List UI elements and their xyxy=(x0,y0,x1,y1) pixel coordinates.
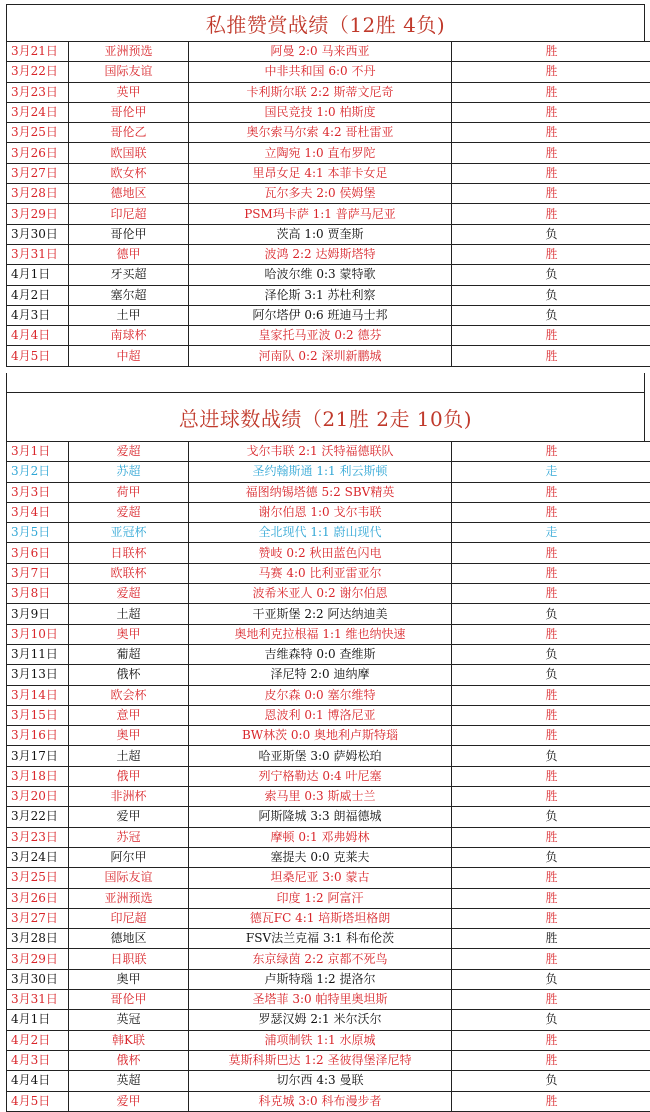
league-cell: 奥甲 xyxy=(69,969,189,989)
table-row xyxy=(7,543,650,563)
result-cell: 胜 xyxy=(452,868,650,888)
result-cell: 胜 xyxy=(452,685,650,705)
table-row xyxy=(7,123,650,143)
date-cell: 4月4日 xyxy=(7,1071,69,1091)
date-cell: 3月30日 xyxy=(7,224,69,244)
result-cell: 胜 xyxy=(452,949,650,969)
date-cell: 3月31日 xyxy=(7,990,69,1010)
match-cell: 赞岐 0:2 秋田蓝色闪电 xyxy=(189,543,452,563)
result-cell: 胜 xyxy=(452,204,650,224)
match-cell: 恩波利 0:1 博洛尼亚 xyxy=(189,705,452,725)
match-cell: 东京绿茵 2:2 京都不死鸟 xyxy=(189,949,452,969)
match-cell: 奥尔索马尔索 4:2 哥杜雷亚 xyxy=(189,123,452,143)
result-cell: 负 xyxy=(452,1071,650,1091)
match-cell: 茨高 1:0 贾奎斯 xyxy=(189,224,452,244)
match-cell: 索马里 0:3 斯威士兰 xyxy=(189,787,452,807)
result-cell: 胜 xyxy=(452,326,650,346)
result-cell: 负 xyxy=(452,746,650,766)
table-row xyxy=(7,305,650,325)
section-private-picks xyxy=(6,4,645,367)
result-cell: 胜 xyxy=(452,143,650,163)
league-cell: 欧会杯 xyxy=(69,685,189,705)
date-cell: 3月14日 xyxy=(7,685,69,705)
match-cell: 福图纳锡塔德 5:2 SBV精英 xyxy=(189,482,452,502)
date-cell: 3月20日 xyxy=(7,787,69,807)
table-row xyxy=(7,990,650,1010)
match-cell: 马赛 4:0 比利亚雷亚尔 xyxy=(189,563,452,583)
match-cell: 全北现代 1:1 蔚山现代 xyxy=(189,523,452,543)
match-cell: 干亚斯堡 2:2 阿达纳迪美 xyxy=(189,604,452,624)
date-cell: 3月13日 xyxy=(7,665,69,685)
match-cell: 列宁格勒达 0:4 叶尼塞 xyxy=(189,766,452,786)
league-cell: 亚洲预选 xyxy=(69,42,189,62)
date-cell: 3月5日 xyxy=(7,523,69,543)
result-cell: 走 xyxy=(452,462,650,482)
table-row xyxy=(7,244,650,264)
table-row xyxy=(7,82,650,102)
match-cell: 戈尔韦联 2:1 沃特福德联队 xyxy=(189,442,452,462)
match-cell: 吉维森特 0:0 查维斯 xyxy=(189,644,452,664)
league-cell: 国际友谊 xyxy=(69,868,189,888)
league-cell: 非洲杯 xyxy=(69,787,189,807)
table-row xyxy=(7,705,650,725)
date-cell: 4月2日 xyxy=(7,1030,69,1050)
league-cell: 爱超 xyxy=(69,584,189,604)
result-cell: 胜 xyxy=(452,123,650,143)
date-cell: 4月5日 xyxy=(7,346,69,366)
result-cell: 胜 xyxy=(452,42,650,62)
section-total-goals xyxy=(6,392,645,1112)
table-row xyxy=(7,1010,650,1030)
league-cell: 德甲 xyxy=(69,244,189,264)
table-row xyxy=(7,102,650,122)
result-cell: 胜 xyxy=(452,766,650,786)
league-cell: 阿尔甲 xyxy=(69,847,189,867)
result-cell: 负 xyxy=(452,224,650,244)
league-cell: 土超 xyxy=(69,604,189,624)
match-cell: 坦桑尼亚 3:0 蒙古 xyxy=(189,868,452,888)
league-cell: 俄甲 xyxy=(69,766,189,786)
table-row xyxy=(7,1091,650,1111)
date-cell: 3月15日 xyxy=(7,705,69,725)
date-cell: 3月25日 xyxy=(7,868,69,888)
table-row xyxy=(7,563,650,583)
table-row xyxy=(7,726,650,746)
league-cell: 爱甲 xyxy=(69,807,189,827)
date-cell: 3月10日 xyxy=(7,624,69,644)
result-cell: 负 xyxy=(452,665,650,685)
match-cell: 泽伦斯 3:1 苏杜利察 xyxy=(189,285,452,305)
result-cell: 胜 xyxy=(452,502,650,522)
date-cell: 3月29日 xyxy=(7,949,69,969)
table-row xyxy=(7,326,650,346)
table-row xyxy=(7,346,650,366)
league-cell: 哥伦乙 xyxy=(69,123,189,143)
date-cell: 3月29日 xyxy=(7,204,69,224)
league-cell: 英冠 xyxy=(69,1010,189,1030)
date-cell: 3月16日 xyxy=(7,726,69,746)
table-row xyxy=(7,868,650,888)
table-row xyxy=(7,827,650,847)
league-cell: 韩K联 xyxy=(69,1030,189,1050)
date-cell: 3月21日 xyxy=(7,42,69,62)
match-cell: 卢斯特瑙 1:2 提洛尔 xyxy=(189,969,452,989)
table-row xyxy=(7,502,650,522)
match-cell: 莫斯科斯巴达 1:2 圣彼得堡泽尼特 xyxy=(189,1050,452,1070)
result-cell: 负 xyxy=(452,847,650,867)
result-cell: 胜 xyxy=(452,584,650,604)
league-cell: 苏冠 xyxy=(69,827,189,847)
table-row xyxy=(7,62,650,82)
table-row xyxy=(7,787,650,807)
table-row xyxy=(7,462,650,482)
league-cell: 爱超 xyxy=(69,442,189,462)
match-cell: 波希米亚人 0:2 谢尔伯恩 xyxy=(189,584,452,604)
match-cell: 奥地利克拉根福 1:1 维也纳快速 xyxy=(189,624,452,644)
date-cell: 3月17日 xyxy=(7,746,69,766)
league-cell: 俄杯 xyxy=(69,665,189,685)
league-cell: 英甲 xyxy=(69,82,189,102)
match-cell: 罗瑟汉姆 2:1 米尔沃尔 xyxy=(189,1010,452,1030)
match-cell: 国民竞技 1:0 柏斯度 xyxy=(189,102,452,122)
date-cell: 4月2日 xyxy=(7,285,69,305)
league-cell: 亚冠杯 xyxy=(69,523,189,543)
result-cell: 胜 xyxy=(452,346,650,366)
result-cell: 胜 xyxy=(452,82,650,102)
section-title: 私推赞赏战绩（12胜 4负) xyxy=(6,4,645,41)
match-cell: 皮尔森 0:0 塞尔维特 xyxy=(189,685,452,705)
league-cell: 哥伦甲 xyxy=(69,102,189,122)
result-cell: 负 xyxy=(452,644,650,664)
league-cell: 俄杯 xyxy=(69,1050,189,1070)
match-cell: 阿斯隆城 3:3 朗福德城 xyxy=(189,807,452,827)
result-cell: 胜 xyxy=(452,1091,650,1111)
table-row xyxy=(7,969,650,989)
date-cell: 4月3日 xyxy=(7,1050,69,1070)
table-row xyxy=(7,163,650,183)
results-table xyxy=(6,41,650,367)
date-cell: 3月28日 xyxy=(7,929,69,949)
table-row xyxy=(7,224,650,244)
date-cell: 4月1日 xyxy=(7,1010,69,1030)
match-cell: 哈亚斯堡 3:0 萨姆松珀 xyxy=(189,746,452,766)
date-cell: 3月8日 xyxy=(7,584,69,604)
match-cell: 圣约翰斯通 1:1 利云斯顿 xyxy=(189,462,452,482)
table-row xyxy=(7,523,650,543)
match-cell: 河南队 0:2 深圳新鹏城 xyxy=(189,346,452,366)
table-row xyxy=(7,584,650,604)
date-cell: 4月1日 xyxy=(7,265,69,285)
date-cell: 3月4日 xyxy=(7,502,69,522)
result-cell: 胜 xyxy=(452,163,650,183)
result-cell: 走 xyxy=(452,523,650,543)
league-cell: 牙买超 xyxy=(69,265,189,285)
match-cell: 浦项制铁 1:1 水原城 xyxy=(189,1030,452,1050)
result-cell: 胜 xyxy=(452,1030,650,1050)
league-cell: 哥伦甲 xyxy=(69,990,189,1010)
match-cell: 谢尔伯恩 1:0 戈尔韦联 xyxy=(189,502,452,522)
date-cell: 3月1日 xyxy=(7,442,69,462)
match-cell: 波鸿 2:2 达姆斯塔特 xyxy=(189,244,452,264)
table-row xyxy=(7,929,650,949)
date-cell: 4月5日 xyxy=(7,1091,69,1111)
table-row xyxy=(7,1050,650,1070)
date-cell: 3月2日 xyxy=(7,462,69,482)
league-cell: 苏超 xyxy=(69,462,189,482)
match-cell: PSM玛卡萨 1:1 普萨马尼亚 xyxy=(189,204,452,224)
date-cell: 3月7日 xyxy=(7,563,69,583)
result-cell: 负 xyxy=(452,285,650,305)
date-cell: 4月3日 xyxy=(7,305,69,325)
match-cell: 切尔西 4:3 曼联 xyxy=(189,1071,452,1091)
table-row xyxy=(7,143,650,163)
date-cell: 3月31日 xyxy=(7,244,69,264)
table-row xyxy=(7,888,650,908)
league-cell: 欧女杯 xyxy=(69,163,189,183)
result-cell: 胜 xyxy=(452,908,650,928)
table-row xyxy=(7,204,650,224)
result-cell: 胜 xyxy=(452,888,650,908)
result-cell: 胜 xyxy=(452,442,650,462)
result-cell: 胜 xyxy=(452,184,650,204)
league-cell: 印尼超 xyxy=(69,204,189,224)
result-cell: 胜 xyxy=(452,705,650,725)
results-table xyxy=(6,441,650,1112)
date-cell: 3月23日 xyxy=(7,82,69,102)
match-cell: 科克城 3:0 科布漫步者 xyxy=(189,1091,452,1111)
date-cell: 3月9日 xyxy=(7,604,69,624)
date-cell: 3月26日 xyxy=(7,888,69,908)
match-cell: 里昂女足 4:1 本菲卡女足 xyxy=(189,163,452,183)
league-cell: 奥甲 xyxy=(69,726,189,746)
table-row xyxy=(7,285,650,305)
result-cell: 胜 xyxy=(452,482,650,502)
result-cell: 负 xyxy=(452,807,650,827)
table-row xyxy=(7,665,650,685)
league-cell: 中超 xyxy=(69,346,189,366)
league-cell: 爱超 xyxy=(69,502,189,522)
result-cell: 胜 xyxy=(452,244,650,264)
match-cell: 德瓦FC 4:1 培斯塔坦格朗 xyxy=(189,908,452,928)
table-row xyxy=(7,746,650,766)
match-cell: 阿曼 2:0 马来西亚 xyxy=(189,42,452,62)
match-cell: 塞提夫 0:0 克莱夫 xyxy=(189,847,452,867)
league-cell: 南球杯 xyxy=(69,326,189,346)
match-cell: BW林茨 0:0 奥地利卢斯特瑙 xyxy=(189,726,452,746)
match-cell: 泽尼特 2:0 迪纳摩 xyxy=(189,665,452,685)
result-cell: 胜 xyxy=(452,787,650,807)
section-title: 总进球数战绩（21胜 2走 10负) xyxy=(6,392,645,441)
table-row xyxy=(7,604,650,624)
league-cell: 印尼超 xyxy=(69,908,189,928)
result-cell: 胜 xyxy=(452,1050,650,1070)
date-cell: 3月27日 xyxy=(7,908,69,928)
match-cell: 圣塔菲 3:0 帕特里奥坦斯 xyxy=(189,990,452,1010)
table-row xyxy=(7,1030,650,1050)
date-cell: 3月28日 xyxy=(7,184,69,204)
league-cell: 英超 xyxy=(69,1071,189,1091)
league-cell: 欧联杯 xyxy=(69,563,189,583)
result-cell: 胜 xyxy=(452,929,650,949)
table-row xyxy=(7,1071,650,1091)
table-row xyxy=(7,442,650,462)
match-cell: FSV法兰克福 3:1 科布伦茨 xyxy=(189,929,452,949)
table-row xyxy=(7,847,650,867)
table-row xyxy=(7,624,650,644)
result-cell: 负 xyxy=(452,604,650,624)
match-cell: 摩顿 0:1 邓弗姆林 xyxy=(189,827,452,847)
result-cell: 胜 xyxy=(452,726,650,746)
league-cell: 土超 xyxy=(69,746,189,766)
date-cell: 3月6日 xyxy=(7,543,69,563)
result-cell: 胜 xyxy=(452,102,650,122)
table-row xyxy=(7,265,650,285)
date-cell: 3月26日 xyxy=(7,143,69,163)
league-cell: 爱甲 xyxy=(69,1091,189,1111)
league-cell: 欧国联 xyxy=(69,143,189,163)
match-cell: 阿尔塔伊 0:6 班迪马士邦 xyxy=(189,305,452,325)
result-cell: 负 xyxy=(452,969,650,989)
date-cell: 3月27日 xyxy=(7,163,69,183)
league-cell: 日职联 xyxy=(69,949,189,969)
table-row xyxy=(7,685,650,705)
match-cell: 皇家托马亚波 0:2 德芬 xyxy=(189,326,452,346)
date-cell: 3月24日 xyxy=(7,847,69,867)
result-cell: 胜 xyxy=(452,827,650,847)
date-cell: 4月4日 xyxy=(7,326,69,346)
league-cell: 土甲 xyxy=(69,305,189,325)
date-cell: 3月18日 xyxy=(7,766,69,786)
result-cell: 胜 xyxy=(452,624,650,644)
league-cell: 亚洲预选 xyxy=(69,888,189,908)
date-cell: 3月22日 xyxy=(7,807,69,827)
league-cell: 日联杯 xyxy=(69,543,189,563)
match-cell: 哈波尔维 0:3 蒙特歌 xyxy=(189,265,452,285)
match-cell: 印度 1:2 阿富汗 xyxy=(189,888,452,908)
league-cell: 德地区 xyxy=(69,184,189,204)
league-cell: 国际友谊 xyxy=(69,62,189,82)
match-cell: 卡利斯尔联 2:2 斯蒂文尼奇 xyxy=(189,82,452,102)
match-cell: 瓦尔多夫 2:0 侯姆堡 xyxy=(189,184,452,204)
section-divider xyxy=(6,373,645,392)
table-row xyxy=(7,766,650,786)
date-cell: 3月25日 xyxy=(7,123,69,143)
table-row xyxy=(7,184,650,204)
date-cell: 3月11日 xyxy=(7,644,69,664)
table-row xyxy=(7,482,650,502)
result-cell: 胜 xyxy=(452,990,650,1010)
league-cell: 塞尔超 xyxy=(69,285,189,305)
result-cell: 负 xyxy=(452,265,650,285)
date-cell: 3月24日 xyxy=(7,102,69,122)
league-cell: 荷甲 xyxy=(69,482,189,502)
league-cell: 哥伦甲 xyxy=(69,224,189,244)
table-row xyxy=(7,42,650,62)
result-cell: 负 xyxy=(452,1010,650,1030)
league-cell: 意甲 xyxy=(69,705,189,725)
date-cell: 3月23日 xyxy=(7,827,69,847)
match-cell: 立陶宛 1:0 直布罗陀 xyxy=(189,143,452,163)
date-cell: 3月30日 xyxy=(7,969,69,989)
table-row xyxy=(7,908,650,928)
league-cell: 德地区 xyxy=(69,929,189,949)
result-cell: 胜 xyxy=(452,563,650,583)
league-cell: 葡超 xyxy=(69,644,189,664)
result-cell: 胜 xyxy=(452,62,650,82)
date-cell: 3月22日 xyxy=(7,62,69,82)
table-row xyxy=(7,807,650,827)
result-cell: 胜 xyxy=(452,543,650,563)
match-cell: 中非共和国 6:0 不丹 xyxy=(189,62,452,82)
league-cell: 奥甲 xyxy=(69,624,189,644)
result-cell: 负 xyxy=(452,305,650,325)
date-cell: 3月3日 xyxy=(7,482,69,502)
table-row xyxy=(7,644,650,664)
table-row xyxy=(7,949,650,969)
